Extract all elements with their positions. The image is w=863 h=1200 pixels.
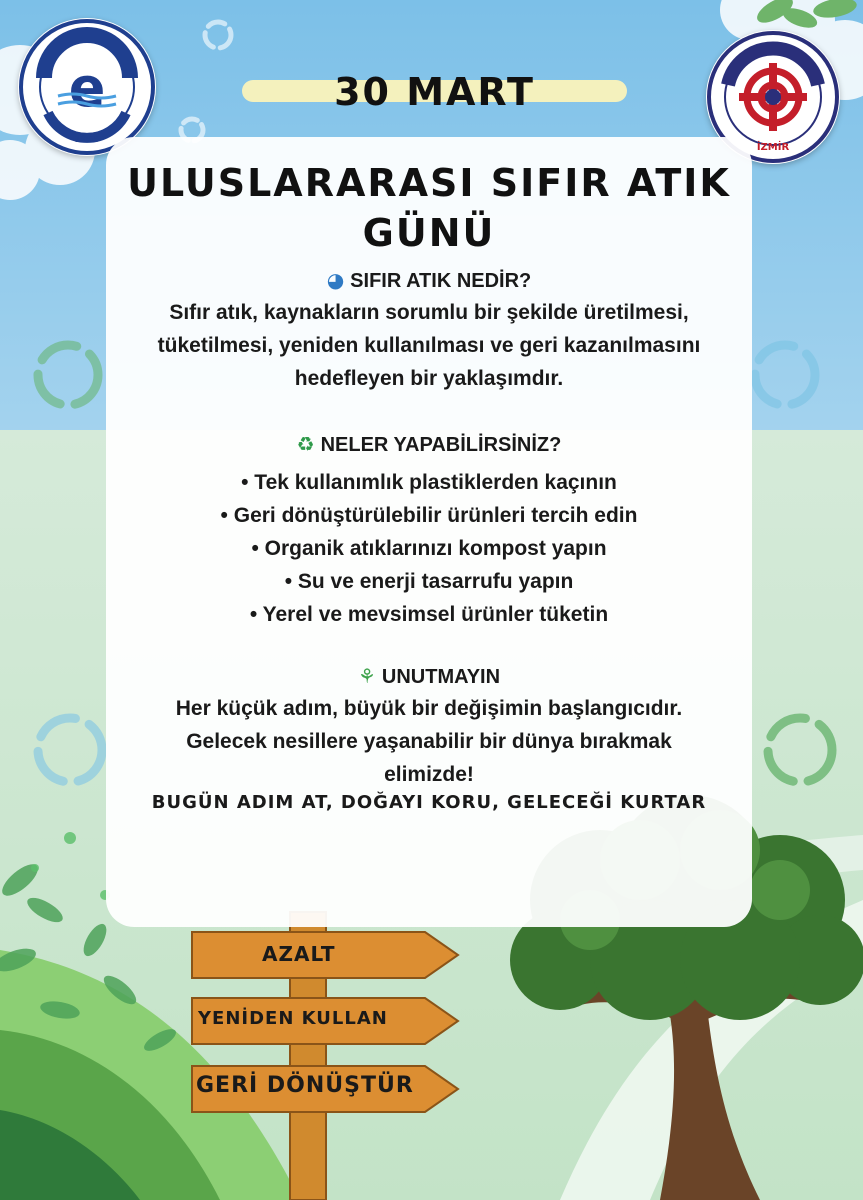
section-heading-remember <box>106 664 752 689</box>
list-item: • Su ve enerji tasarrufu yapın <box>284 570 574 593</box>
section-heading-what-is <box>106 268 752 293</box>
section3-line: Gelecek nesillere yaşanabilir bir dünya bırakmak <box>186 730 672 753</box>
section1-line: Sıfır atık, kaynakların sorumlu bir şekilde üretilmesi, <box>169 301 689 324</box>
section3-heading: UNUTMAYIN <box>381 666 501 688</box>
tips-list <box>106 466 752 631</box>
section-heading-what-can-you-do <box>106 432 752 457</box>
logo-year: 1955 <box>74 135 100 145</box>
ege-university-logo <box>18 18 156 156</box>
seedling-icon: ⚘ <box>357 664 376 688</box>
sign-label-reuse: YENİDEN KULLAN <box>198 1008 388 1029</box>
globe-icon: ◕ <box>326 268 345 292</box>
logo-city: İZMİR <box>756 142 790 153</box>
section2-heading: NELER YAPABİLİRSİNİZ? <box>320 434 562 456</box>
section1-text <box>106 296 752 395</box>
list-item: • Tek kullanımlık plastiklerden kaçının <box>241 471 617 494</box>
page-title <box>106 158 752 258</box>
sign-label-reduce: AZALT <box>262 942 336 966</box>
section3-line: Her küçük adım, büyük bir değişimin başlangıcıdır. <box>175 697 683 720</box>
section1-line: tüketilmesi, yeniden kullanılması ve geri kazanılmasını <box>157 334 701 357</box>
svg-text:e: e <box>68 56 106 119</box>
section3-text <box>106 692 752 791</box>
section1-heading: SIFIR ATIK NEDİR? <box>350 270 532 292</box>
event-date: 30 MART <box>334 70 535 114</box>
slogan: BUGÜN ADIM AT, DOĞAYI KORU, GELECEĞİ KURTAR <box>151 792 707 813</box>
list-item: • Geri dönüştürülebilir ürünleri tercih edin <box>220 504 638 527</box>
sign-label-recycle: GERİ DÖNÜŞTÜR <box>196 1073 414 1098</box>
list-item: • Yerel ve mevsimsel ürünler tüketin <box>249 603 609 626</box>
section1-line: hedefleyen bir yaklaşımdır. <box>294 367 564 390</box>
recycle-icon: ♻ <box>296 432 315 456</box>
title-line-1: ULUSLARARASI SIFIR ATIK <box>127 161 731 205</box>
title-line-2: GÜNÜ <box>362 211 496 255</box>
list-item: • Organik atıklarınızı kompost yapın <box>251 537 607 560</box>
section3-line: elimizde! <box>384 763 474 786</box>
